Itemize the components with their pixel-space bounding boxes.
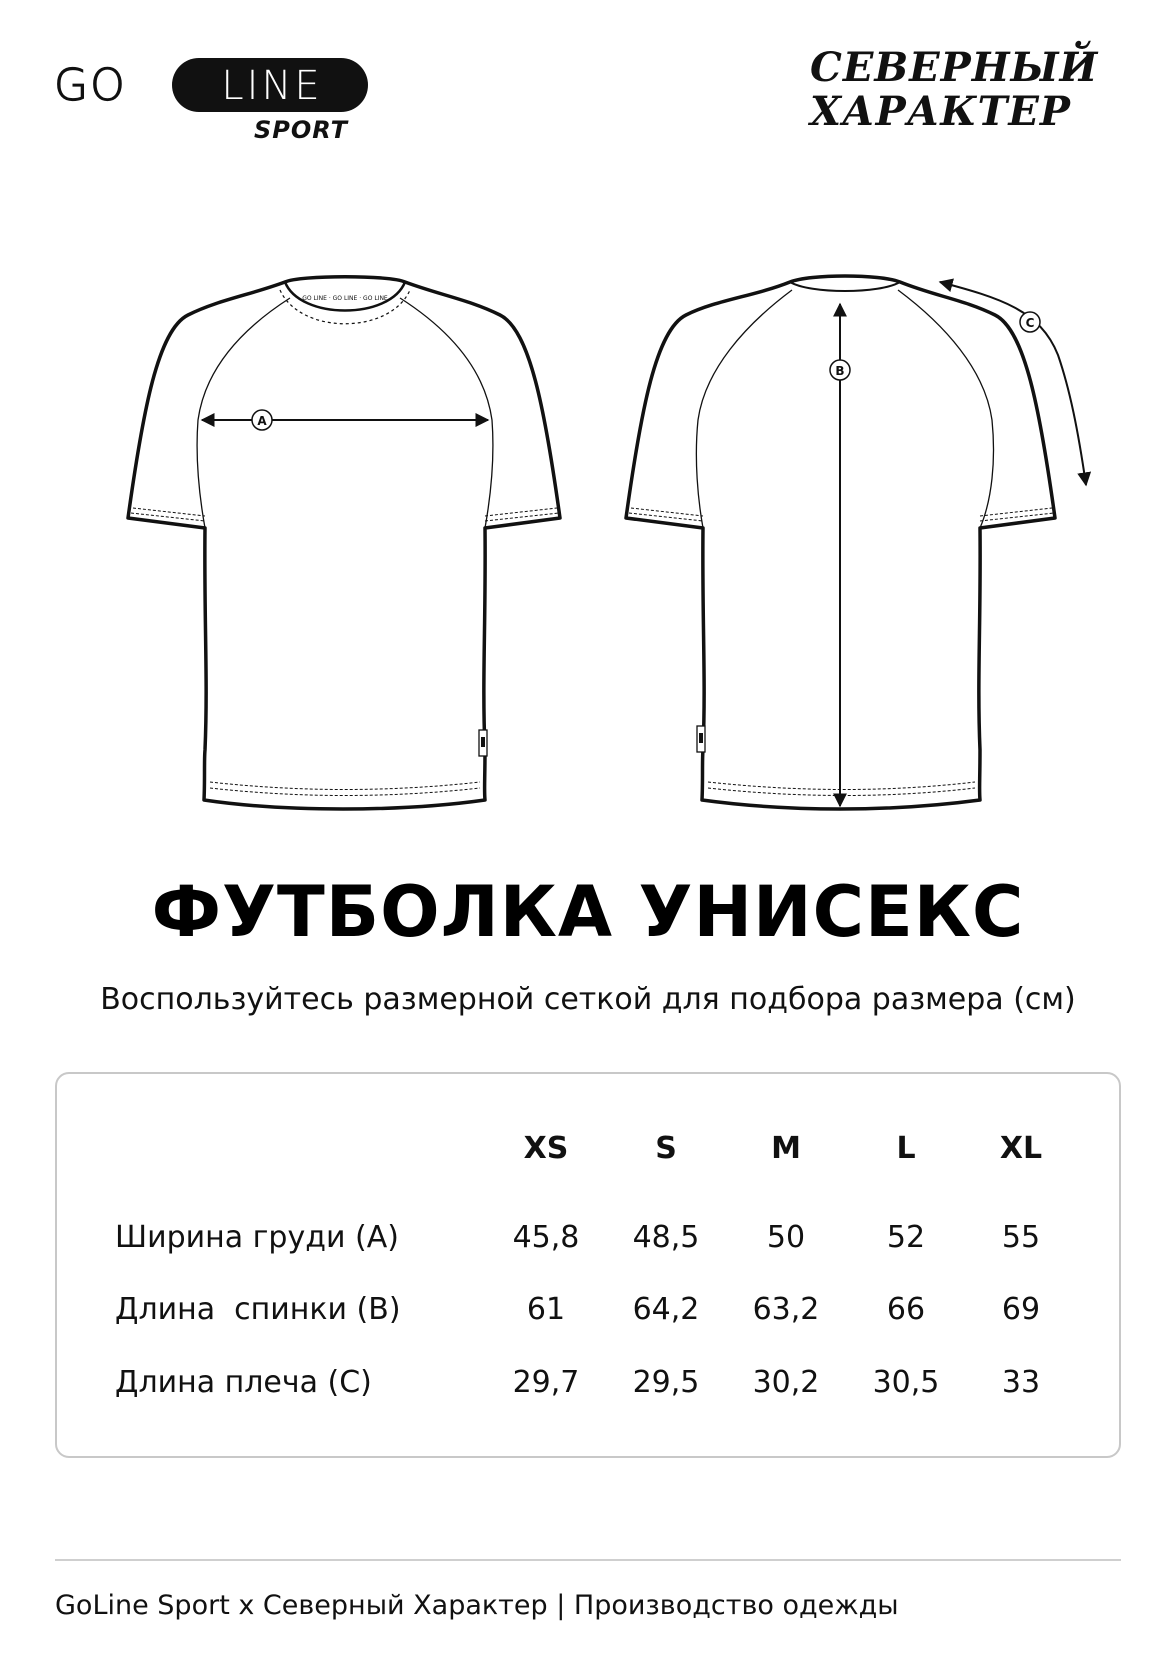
footer-text: GoLine Sport x Северный Характер | Производство одежды [55,1590,899,1621]
page-title: ФУТБОЛКА УНИСЕКС [151,871,1025,953]
table-cell: 63,2 [752,1292,820,1327]
size-header-m: M [771,1131,801,1166]
goline-sport-logo [54,52,374,142]
size-header-xl: XL [999,1131,1043,1166]
front-shirt [128,277,560,809]
marker-a-label: A [257,414,267,428]
back-shirt [626,276,1086,809]
row-label-chest: Ширина груди (A) [115,1220,399,1255]
size-table [55,1072,1121,1458]
footer-divider [55,1559,1121,1561]
svg-text:GO LINE · GO LINE · GO LINE: GO LINE · GO LINE · GO LINE [302,295,388,302]
table-cell: 30,5 [872,1365,940,1400]
table-cell: 64,2 [632,1292,700,1327]
table-cell: 50 [766,1220,806,1255]
table-cell: 45,8 [512,1220,580,1255]
severny-kharakter-logo [810,44,1099,144]
table-cell: 52 [886,1220,926,1255]
table-cell: 48,5 [632,1220,700,1255]
size-header-l: L [896,1131,916,1166]
tshirt-illustration [0,260,1176,830]
logo-sport-text: SPORT [254,116,349,144]
table-cell: 69 [1001,1292,1041,1327]
logo-line-text: LINE [221,63,323,109]
table-cell: 29,7 [512,1365,580,1400]
marker-b-label: B [835,364,845,378]
page-subtitle: Воспользуйтесь размерной сеткой для подбора размера (см) [100,982,1076,1017]
table-cell: 66 [886,1292,926,1327]
table-cell: 55 [1001,1220,1041,1255]
table-cell: 29,5 [632,1365,700,1400]
marker-c-label: C [1025,316,1035,330]
table-cell: 30,2 [752,1365,820,1400]
size-header-xs: XS [523,1131,569,1166]
table-cell: 61 [526,1292,566,1327]
logo-severny-line2: ХАРАКТЕР [810,88,1071,135]
logo-severny-line1: СЕВЕРНЫЙ [810,44,1099,91]
logo-go-text: GO [54,60,127,111]
size-header-s: S [655,1131,677,1166]
table-cell: 33 [1001,1365,1041,1400]
row-label-shoulder-length: Длина плеча (C) [115,1365,372,1400]
row-label-back-length: Длина спинки (B) [115,1292,401,1327]
